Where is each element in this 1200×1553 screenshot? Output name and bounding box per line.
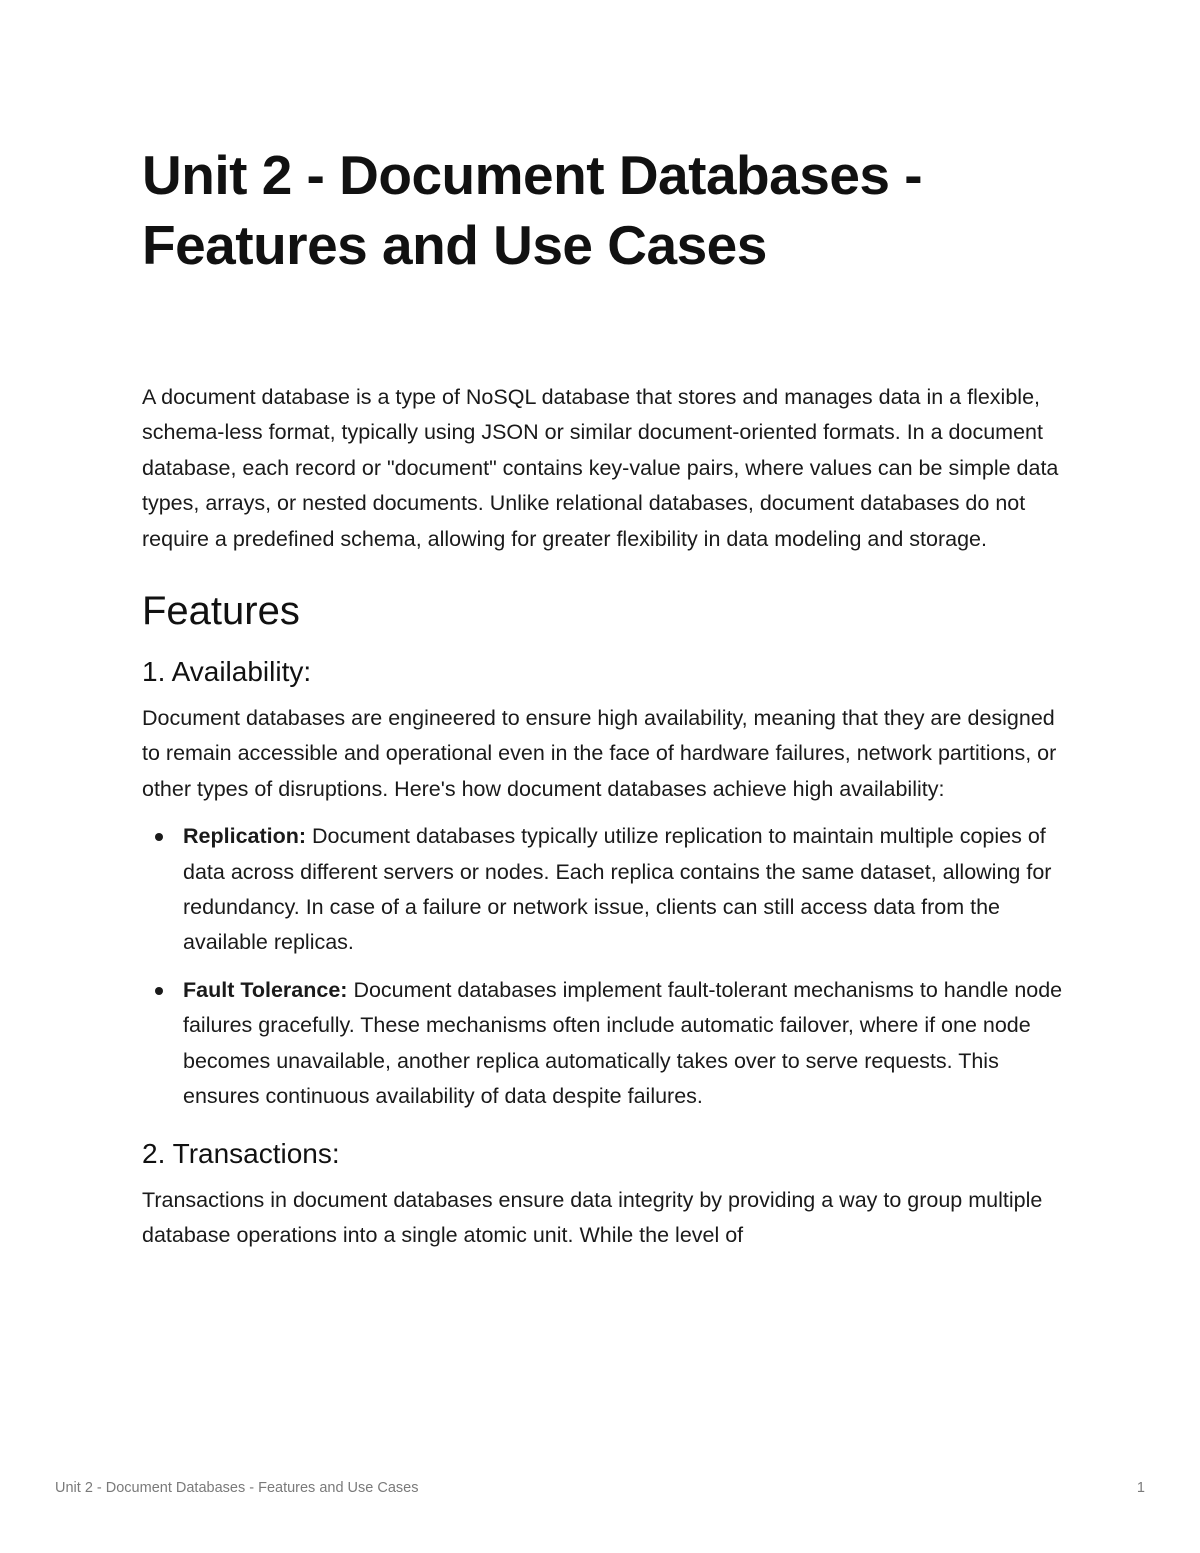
footer-page-number: 1 [1136, 1480, 1145, 1496]
page-title [142, 140, 1067, 280]
transactions-heading: 2. Transactions: [142, 1137, 340, 1169]
bullet-text: Document databases typically utilize replication to maintain multiple copies of data across different servers or nodes. Each replica contains the same dataset, allowing for redundancy. In case of a failure or network issue, clients can still access data from the available replicas. [183, 824, 1052, 955]
availability-bullet-list [142, 819, 1067, 1114]
document-page [142, 140, 1067, 1253]
features-heading: Features [142, 589, 300, 634]
intro-paragraph: A document database is a type of NoSQL database that stores and manages data in a flexible, schema-less format, typically using JSON or similar document-oriented formats. In a document database, each record or "document" contains key-value pairs, where values can be simple data types, arrays, or nested documents. Unlike relational databases, document databases do not require a predefined schema, allowing for greater flexibility in data modeling and storage. [142, 385, 1059, 551]
availability-heading: 1. Availability: [142, 656, 312, 688]
bullet-term: Replication: [183, 824, 307, 849]
bullet-dot-icon [155, 833, 163, 841]
bullet-term: Fault Tolerance: [183, 977, 348, 1002]
page-title-line-1: Unit 2 - Document Databases - [142, 144, 923, 206]
transactions-paragraph: Transactions in document databases ensure data integrity by providing a way to group multiple database operations into a single atomic unit. While the level of [142, 1187, 1043, 1247]
footer-title: Unit 2 - Document Databases - Features and Use Cases [55, 1480, 419, 1496]
bullet-replication [142, 819, 1067, 961]
bullet-text: Document databases implement fault-tolerant mechanisms to handle node failures gracefully. These mechanisms often include automatic failover, where if one node becomes unavailable, another replica automatically takes over to serve requests. This ensures continuous availability of data despite failures. [183, 977, 1063, 1109]
bullet-fault-tolerance [142, 973, 1067, 1115]
bullet-dot-icon [155, 987, 163, 995]
availability-paragraph: Document databases are engineered to ensure high availability, meaning that they are designed to remain accessible and operational even in the face of hardware failures, network partitions, or other types of disruptions. Here's how document databases achieve high availability: [142, 706, 1057, 801]
page-title-line-2: Features and Use Cases [142, 214, 767, 276]
